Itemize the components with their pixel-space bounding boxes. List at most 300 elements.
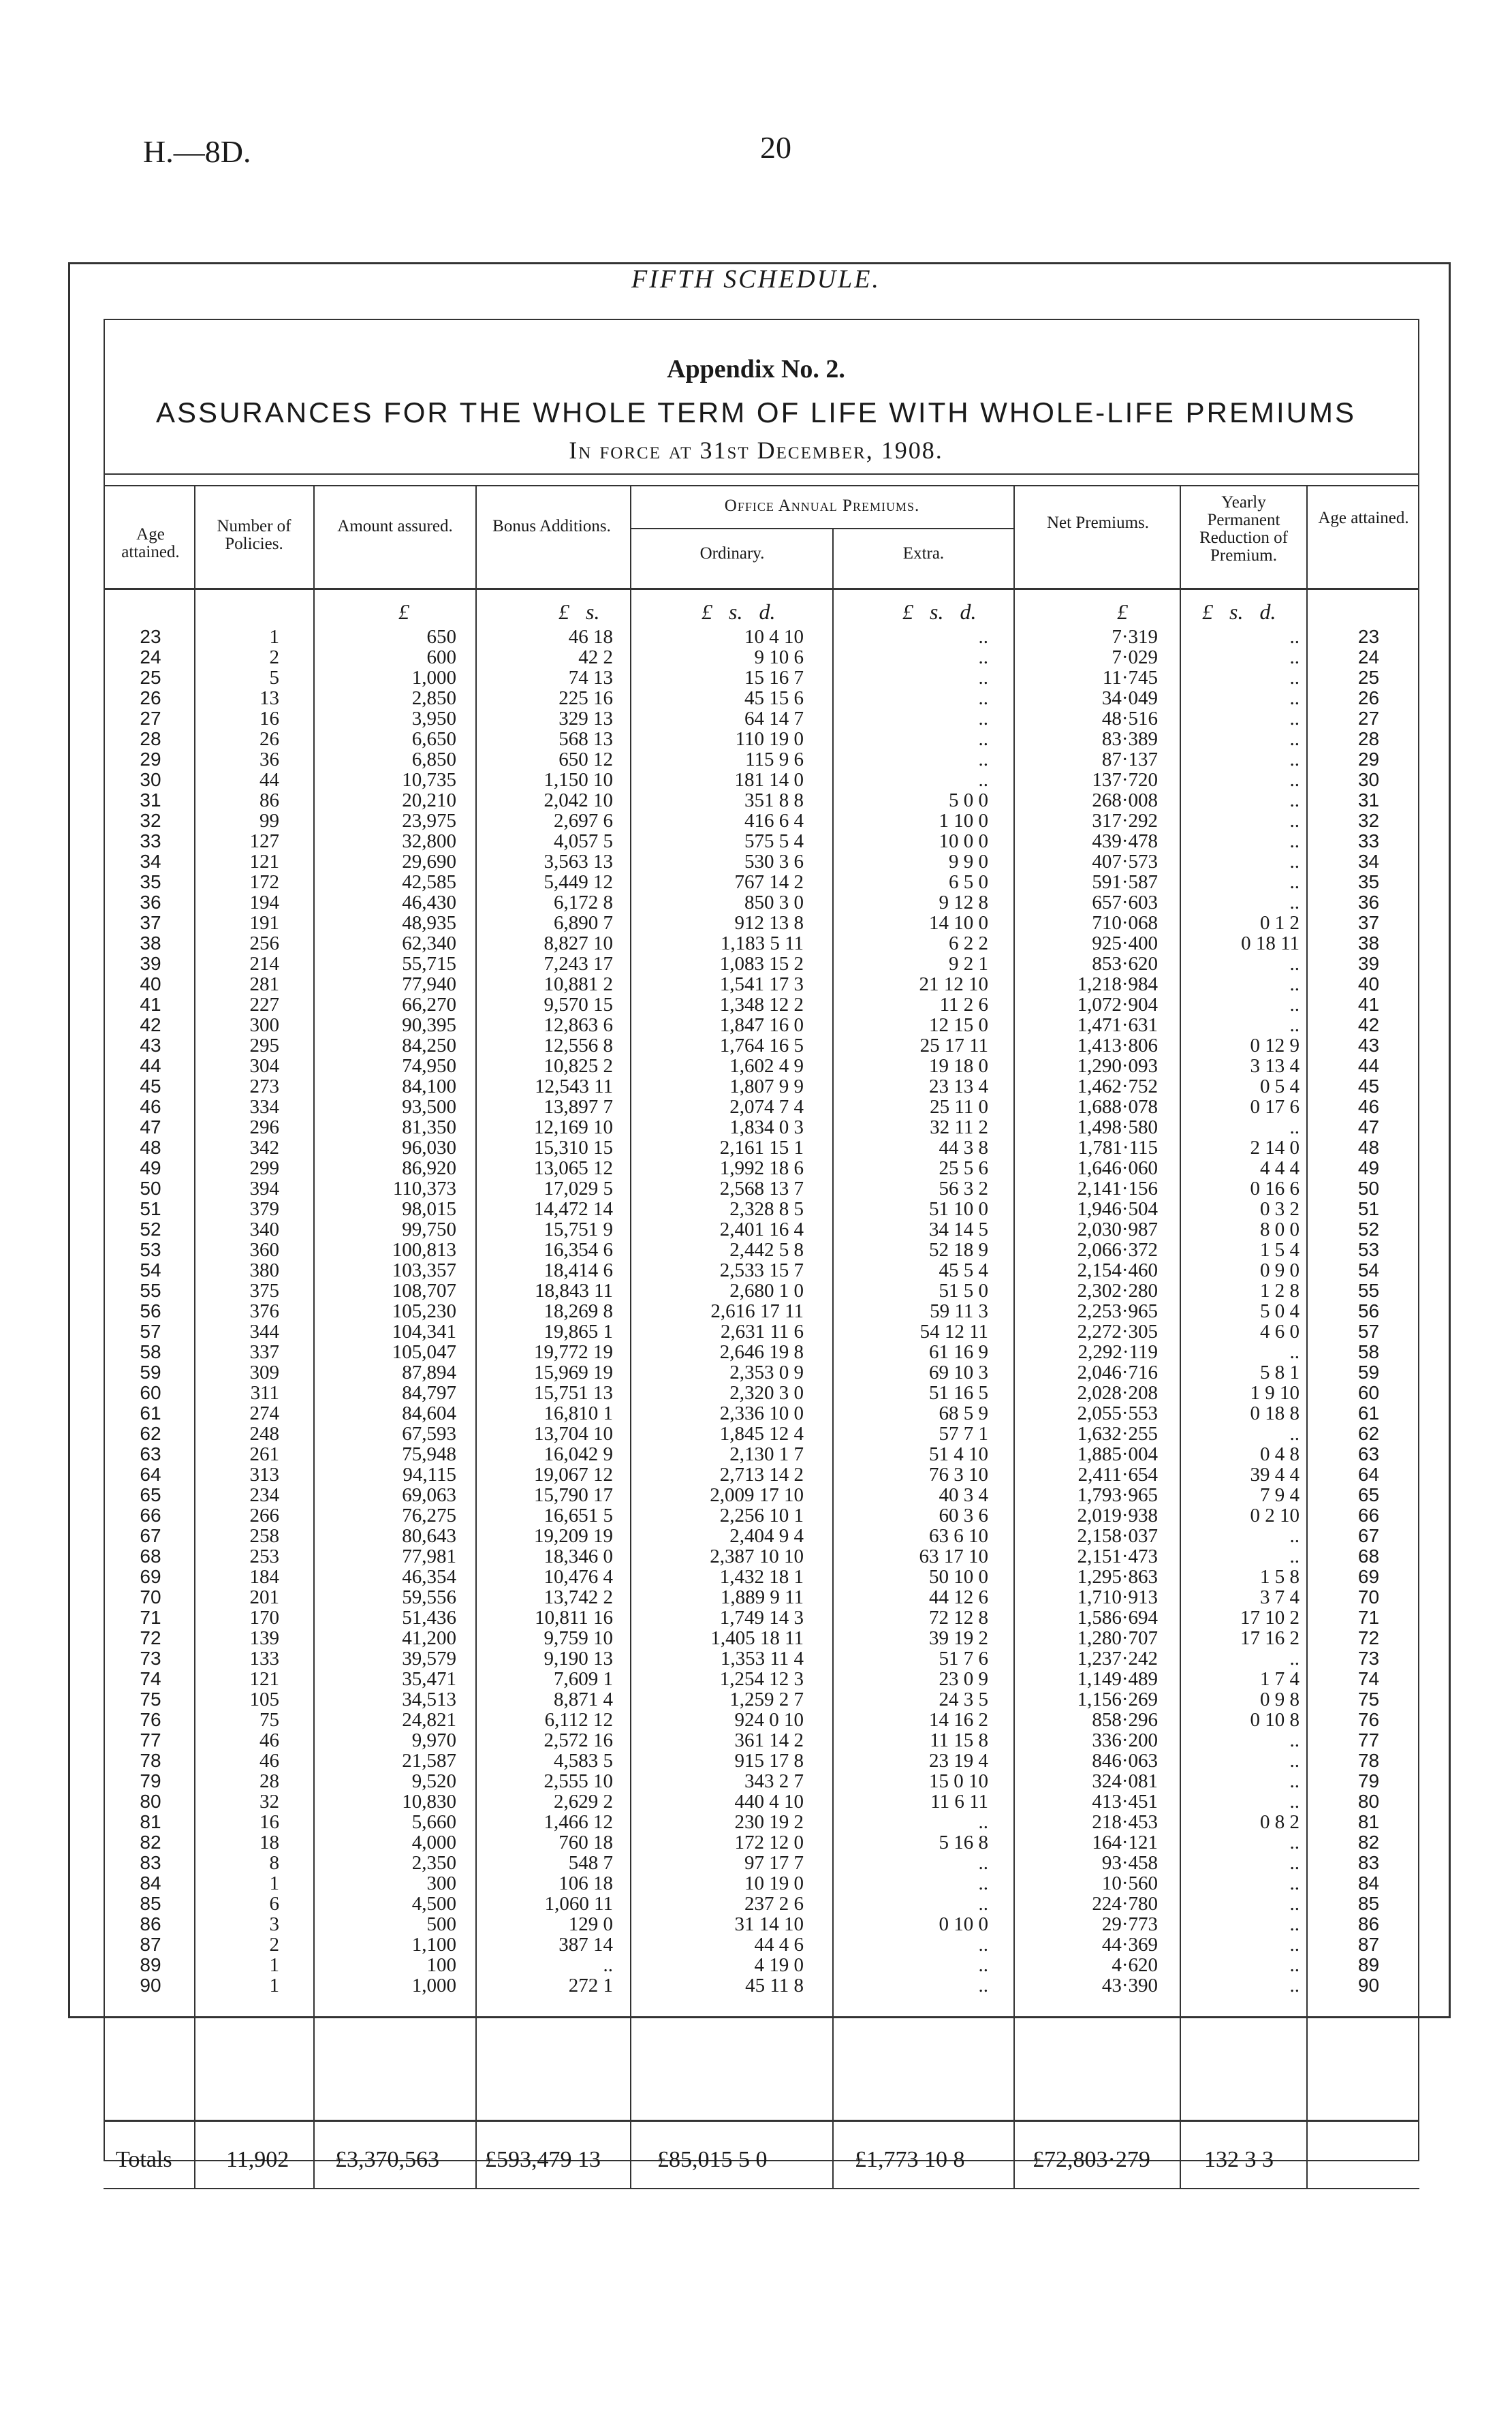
row-net: 1,781·115 xyxy=(1077,1137,1158,1159)
totals-bonus: £593,479 13 xyxy=(485,2147,601,2172)
row-amount: 110,373 xyxy=(392,1178,456,1200)
row-ordinary: 1,541 17 3 xyxy=(719,973,804,995)
row-ordinary: 575 5 4 xyxy=(744,830,804,852)
row-bonus: 18,346 0 xyxy=(544,1546,613,1567)
row-amount: 75,948 xyxy=(402,1443,456,1465)
row-yearly: .. xyxy=(1289,769,1300,791)
row-amount: 1,100 xyxy=(411,1934,456,1956)
row-policies: 340 xyxy=(249,1219,279,1240)
header-top-rule xyxy=(104,485,1419,486)
row-yearly: .. xyxy=(1289,1546,1300,1567)
table-row xyxy=(0,1342,1512,1362)
row-net: 93·458 xyxy=(1101,1852,1158,1874)
row-net: 925·400 xyxy=(1092,933,1158,954)
row-ordinary: 9 10 6 xyxy=(754,646,804,668)
row-yearly: .. xyxy=(1289,667,1300,689)
row-age-left: 44 xyxy=(140,1055,161,1076)
row-bonus: 16,042 9 xyxy=(544,1443,613,1465)
row-extra: 6 2 2 xyxy=(949,933,988,954)
row-age-right: 87 xyxy=(1357,1934,1380,1955)
row-bonus: 650 12 xyxy=(558,749,613,770)
row-net: 317·292 xyxy=(1092,810,1158,832)
row-policies: 2 xyxy=(269,1934,279,1956)
row-ordinary: 1,847 16 0 xyxy=(719,1014,804,1036)
table-row xyxy=(0,1628,1512,1648)
row-policies: 1 xyxy=(269,1954,279,1976)
row-policies: 379 xyxy=(249,1198,279,1220)
row-net: 2,411·654 xyxy=(1077,1464,1158,1486)
header-bottom-rule xyxy=(104,588,1419,590)
row-net: 1,632·255 xyxy=(1077,1423,1158,1445)
row-ordinary: 361 14 2 xyxy=(734,1729,804,1751)
row-age-right: 66 xyxy=(1357,1505,1380,1526)
row-yearly: .. xyxy=(1289,871,1300,893)
row-age-right: 59 xyxy=(1357,1362,1380,1383)
row-amount: 105,230 xyxy=(392,1300,456,1322)
row-amount: 650 xyxy=(426,626,456,648)
row-net: 44·369 xyxy=(1101,1934,1158,1956)
row-age-left: 90 xyxy=(140,1975,161,1996)
row-yearly: 0 18 11 xyxy=(1241,933,1300,954)
row-yearly: 0 2 10 xyxy=(1250,1505,1300,1526)
unit-extra: £ s. d. xyxy=(902,599,977,624)
row-age-right: 26 xyxy=(1357,687,1380,708)
row-age-right: 77 xyxy=(1357,1729,1380,1751)
row-net: 1,237·242 xyxy=(1077,1648,1158,1670)
row-age-left: 65 xyxy=(140,1484,161,1505)
row-age-right: 56 xyxy=(1357,1300,1380,1321)
row-age-left: 46 xyxy=(140,1096,161,1117)
row-age-left: 28 xyxy=(140,728,161,749)
row-policies: 18 xyxy=(259,1832,279,1853)
row-age-right: 36 xyxy=(1357,892,1380,913)
row-age-left: 50 xyxy=(140,1178,161,1199)
row-ordinary: 1,602 4 9 xyxy=(729,1055,804,1077)
row-age-right: 67 xyxy=(1357,1525,1380,1546)
row-net: 1,072·904 xyxy=(1077,994,1158,1016)
row-bonus: 225 16 xyxy=(558,687,613,709)
row-bonus: 272 1 xyxy=(568,1975,613,1996)
row-yearly: 8 0 0 xyxy=(1260,1219,1300,1240)
table-row xyxy=(0,1894,1512,1914)
table-row xyxy=(0,647,1512,668)
row-age-right: 72 xyxy=(1357,1627,1380,1648)
row-amount: 108,707 xyxy=(392,1280,456,1302)
row-extra: .. xyxy=(978,1872,988,1894)
row-age-right: 34 xyxy=(1357,851,1380,872)
row-extra: .. xyxy=(978,667,988,689)
row-extra: 60 3 6 xyxy=(939,1505,988,1526)
table-row xyxy=(0,1015,1512,1035)
table-row xyxy=(0,1076,1512,1097)
row-amount: 51,436 xyxy=(402,1607,456,1629)
table-row xyxy=(0,1281,1512,1301)
row-extra: 45 5 4 xyxy=(939,1259,988,1281)
row-amount: 105,047 xyxy=(392,1341,456,1363)
row-age-right: 60 xyxy=(1357,1382,1380,1403)
row-policies: 299 xyxy=(249,1157,279,1179)
row-policies: 274 xyxy=(249,1402,279,1424)
row-net: 1,413·806 xyxy=(1077,1035,1158,1056)
row-amount: 10,735 xyxy=(402,769,456,791)
row-policies: 273 xyxy=(249,1076,279,1097)
row-net: 2,066·372 xyxy=(1077,1239,1158,1261)
row-amount: 5,660 xyxy=(411,1811,456,1833)
row-amount: 500 xyxy=(426,1913,456,1935)
row-bonus: 42 2 xyxy=(578,646,613,668)
row-net: 34·049 xyxy=(1101,687,1158,709)
row-policies: 360 xyxy=(249,1239,279,1261)
col-office-premiums: Office Annual Premiums. xyxy=(724,497,920,515)
row-age-right: 53 xyxy=(1357,1239,1380,1260)
row-extra: 6 5 0 xyxy=(949,871,988,893)
row-age-left: 73 xyxy=(140,1648,161,1669)
row-net: 1,218·984 xyxy=(1077,973,1158,995)
row-age-left: 29 xyxy=(140,749,161,770)
row-yearly: .. xyxy=(1289,1014,1300,1036)
row-net: 846·063 xyxy=(1092,1750,1158,1772)
table-row xyxy=(0,729,1512,749)
row-extra: 40 3 4 xyxy=(939,1484,988,1506)
row-bonus: 10,811 16 xyxy=(535,1607,613,1629)
row-bonus: 9,759 10 xyxy=(544,1627,613,1649)
row-yearly: .. xyxy=(1289,810,1300,832)
row-age-right: 46 xyxy=(1357,1096,1380,1117)
row-age-left: 85 xyxy=(140,1893,161,1914)
row-amount: 600 xyxy=(426,646,456,668)
row-age-left: 40 xyxy=(140,973,161,994)
row-yearly: .. xyxy=(1289,1832,1300,1853)
row-bonus: 129 0 xyxy=(568,1913,613,1935)
row-ordinary: 2,533 15 7 xyxy=(719,1259,804,1281)
row-age-right: 48 xyxy=(1357,1137,1380,1158)
row-age-right: 55 xyxy=(1357,1280,1380,1301)
title-rule xyxy=(104,473,1419,475)
row-age-right: 62 xyxy=(1357,1423,1380,1444)
row-age-left: 26 xyxy=(140,687,161,708)
row-ordinary: 912 13 8 xyxy=(734,912,804,934)
row-net: 1,156·269 xyxy=(1077,1689,1158,1710)
row-ordinary: 10 4 10 xyxy=(744,626,804,648)
row-ordinary: 181 14 0 xyxy=(734,769,804,791)
table-subtitle: In force at 31st December, 1908. xyxy=(569,437,943,464)
row-age-left: 71 xyxy=(140,1607,161,1628)
row-amount: 2,850 xyxy=(411,687,456,709)
row-yearly: .. xyxy=(1289,1116,1300,1138)
row-ordinary: 2,568 13 7 xyxy=(719,1178,804,1200)
table-row xyxy=(0,1873,1512,1894)
row-policies: 296 xyxy=(249,1116,279,1138)
table-row xyxy=(0,913,1512,933)
row-age-right: 63 xyxy=(1357,1443,1380,1464)
row-bonus: 4,583 5 xyxy=(554,1750,613,1772)
row-age-right: 54 xyxy=(1357,1259,1380,1281)
row-age-right: 90 xyxy=(1357,1975,1380,1996)
table-row xyxy=(0,1751,1512,1771)
row-yearly: 0 10 8 xyxy=(1250,1709,1300,1731)
row-yearly: 17 16 2 xyxy=(1240,1627,1300,1649)
row-net: 224·780 xyxy=(1092,1893,1158,1915)
row-net: 7·029 xyxy=(1112,646,1158,668)
row-age-left: 77 xyxy=(140,1729,161,1751)
row-age-left: 55 xyxy=(140,1280,161,1301)
row-age-right: 31 xyxy=(1357,789,1380,811)
row-ordinary: 2,404 9 4 xyxy=(729,1525,804,1547)
row-policies: 13 xyxy=(259,687,279,709)
row-amount: 98,015 xyxy=(402,1198,456,1220)
row-yearly: .. xyxy=(1289,1423,1300,1445)
row-extra: 23 19 4 xyxy=(929,1750,988,1772)
table-row xyxy=(0,749,1512,770)
row-extra: .. xyxy=(978,687,988,709)
row-amount: 300 xyxy=(426,1872,456,1894)
row-amount: 46,430 xyxy=(402,892,456,913)
table-row xyxy=(0,1832,1512,1853)
row-net: 1,462·752 xyxy=(1077,1076,1158,1097)
row-policies: 8 xyxy=(269,1852,279,1874)
row-net: 268·008 xyxy=(1092,789,1158,811)
row-extra: 51 5 0 xyxy=(939,1280,988,1302)
row-bonus: 2,572 16 xyxy=(544,1729,613,1751)
row-extra: 63 6 10 xyxy=(929,1525,988,1547)
page-number: 20 xyxy=(760,130,791,165)
row-age-right: 50 xyxy=(1357,1178,1380,1199)
row-extra: 25 11 0 xyxy=(930,1096,988,1118)
row-extra: .. xyxy=(978,1893,988,1915)
row-bonus: 8,871 4 xyxy=(554,1689,613,1710)
row-policies: 227 xyxy=(249,994,279,1016)
row-age-left: 86 xyxy=(140,1913,161,1934)
row-ordinary: 924 0 10 xyxy=(734,1709,804,1731)
row-amount: 77,981 xyxy=(402,1546,456,1567)
row-age-left: 27 xyxy=(140,708,161,729)
row-age-right: 84 xyxy=(1357,1872,1380,1894)
row-extra: 25 17 11 xyxy=(919,1035,988,1056)
row-net: 2,019·938 xyxy=(1077,1505,1158,1526)
table-row xyxy=(0,1383,1512,1403)
row-bonus: 15,751 9 xyxy=(544,1219,613,1240)
row-age-left: 80 xyxy=(140,1791,161,1812)
row-amount: 84,797 xyxy=(402,1382,456,1404)
table-row xyxy=(0,1853,1512,1873)
row-age-right: 41 xyxy=(1357,994,1380,1015)
row-extra: 5 16 8 xyxy=(939,1832,988,1853)
row-extra: 50 10 0 xyxy=(929,1566,988,1588)
row-age-right: 86 xyxy=(1357,1913,1380,1934)
row-net: 853·620 xyxy=(1092,953,1158,975)
row-extra: .. xyxy=(978,769,988,791)
row-age-right: 89 xyxy=(1357,1954,1380,1975)
row-bonus: 7,609 1 xyxy=(554,1668,613,1690)
row-age-left: 24 xyxy=(140,646,161,668)
row-yearly: 0 18 8 xyxy=(1250,1402,1300,1424)
row-bonus: 18,843 11 xyxy=(535,1280,613,1302)
row-amount: 46,354 xyxy=(402,1566,456,1588)
row-net: 1,710·913 xyxy=(1077,1586,1158,1608)
table-row xyxy=(0,1199,1512,1219)
row-age-right: 57 xyxy=(1357,1321,1380,1342)
row-ordinary: 44 4 6 xyxy=(754,1934,804,1956)
row-age-right: 33 xyxy=(1357,830,1380,851)
row-yearly: .. xyxy=(1289,994,1300,1016)
row-extra: 44 3 8 xyxy=(939,1137,988,1159)
row-net: 137·720 xyxy=(1092,769,1158,791)
row-age-right: 71 xyxy=(1357,1607,1380,1628)
row-extra: 68 5 9 xyxy=(939,1402,988,1424)
row-extra: .. xyxy=(978,728,988,750)
row-ordinary: 2,320 3 0 xyxy=(729,1382,804,1404)
row-age-right: 61 xyxy=(1357,1402,1380,1424)
unit-ordinary: £ s. d. xyxy=(702,599,776,624)
row-net: 11·745 xyxy=(1102,667,1158,689)
row-extra: 11 15 8 xyxy=(930,1729,988,1751)
unit-net: £ xyxy=(1117,599,1128,624)
row-extra: 54 12 11 xyxy=(919,1321,988,1343)
row-ordinary: 110 19 0 xyxy=(735,728,804,750)
row-age-left: 53 xyxy=(140,1239,161,1260)
row-policies: 344 xyxy=(249,1321,279,1343)
totals-amount: £3,370,563 xyxy=(335,2147,439,2172)
row-net: 2,253·965 xyxy=(1077,1300,1158,1322)
row-extra: .. xyxy=(978,708,988,730)
row-age-right: 64 xyxy=(1357,1464,1380,1485)
row-extra: 12 15 0 xyxy=(929,1014,988,1036)
row-yearly: .. xyxy=(1289,728,1300,750)
row-net: 1,290·093 xyxy=(1077,1055,1158,1077)
row-amount: 34,513 xyxy=(402,1689,456,1710)
row-age-left: 39 xyxy=(140,953,161,974)
row-age-right: 42 xyxy=(1357,1014,1380,1035)
table-row xyxy=(0,1689,1512,1710)
row-bonus: 548 7 xyxy=(568,1852,613,1874)
table-row xyxy=(0,994,1512,1015)
table-row xyxy=(0,1567,1512,1587)
row-amount: 48,935 xyxy=(402,912,456,934)
row-net: 29·773 xyxy=(1101,1913,1158,1935)
row-ordinary: 1,348 12 2 xyxy=(719,994,804,1016)
row-age-left: 43 xyxy=(140,1035,161,1056)
row-yearly: .. xyxy=(1289,830,1300,852)
row-amount: 93,500 xyxy=(402,1096,456,1118)
appendix-title: Appendix No. 2. xyxy=(667,355,845,383)
row-ordinary: 2,009 17 10 xyxy=(710,1484,804,1506)
row-age-left: 35 xyxy=(140,871,161,892)
totals-policies: 11,902 xyxy=(226,2147,289,2172)
row-age-left: 42 xyxy=(140,1014,161,1035)
row-ordinary: 45 15 6 xyxy=(744,687,804,709)
table-row xyxy=(0,1403,1512,1424)
row-yearly: .. xyxy=(1289,973,1300,995)
row-net: 1,885·004 xyxy=(1077,1443,1158,1465)
row-yearly: .. xyxy=(1289,1729,1300,1751)
row-bonus: 12,863 6 xyxy=(544,1014,613,1036)
row-extra: 10 0 0 xyxy=(939,830,988,852)
table-row xyxy=(0,708,1512,729)
row-amount: 94,115 xyxy=(403,1464,456,1486)
row-bonus: 3,563 13 xyxy=(544,851,613,873)
row-net: 2,272·305 xyxy=(1077,1321,1158,1343)
row-age-right: 43 xyxy=(1357,1035,1380,1056)
row-ordinary: 4 19 0 xyxy=(754,1954,804,1976)
row-policies: 191 xyxy=(249,912,279,934)
row-policies: 375 xyxy=(249,1280,279,1302)
row-extra: 5 0 0 xyxy=(949,789,988,811)
row-policies: 26 xyxy=(259,728,279,750)
col-net: Net Premiums. xyxy=(1047,514,1149,532)
row-policies: 309 xyxy=(249,1362,279,1383)
row-ordinary: 2,336 10 0 xyxy=(719,1402,804,1424)
row-age-left: 74 xyxy=(140,1668,161,1689)
col-amount: Amount assured. xyxy=(337,517,453,535)
table-row xyxy=(0,1955,1512,1975)
row-amount: 10,830 xyxy=(402,1791,456,1813)
row-age-left: 72 xyxy=(140,1627,161,1648)
row-amount: 66,270 xyxy=(402,994,456,1016)
table-row xyxy=(0,1587,1512,1608)
table-row xyxy=(0,1464,1512,1485)
row-extra: 63 17 10 xyxy=(919,1546,988,1567)
row-net: 43·390 xyxy=(1101,1975,1158,1996)
row-bonus: 4,057 5 xyxy=(554,830,613,852)
row-policies: 46 xyxy=(259,1729,279,1751)
row-bonus: 14,472 14 xyxy=(534,1198,613,1220)
table-row xyxy=(0,668,1512,688)
row-net: 336·200 xyxy=(1092,1729,1158,1751)
row-age-left: 52 xyxy=(140,1219,161,1240)
row-net: 710·068 xyxy=(1092,912,1158,934)
row-extra: .. xyxy=(978,1852,988,1874)
row-bonus: 15,790 17 xyxy=(534,1484,613,1506)
row-ordinary: 45 11 8 xyxy=(745,1975,804,1996)
row-age-right: 58 xyxy=(1357,1341,1380,1362)
row-age-right: 79 xyxy=(1357,1770,1380,1791)
row-amount: 42,585 xyxy=(402,871,456,893)
row-ordinary: 1,259 2 7 xyxy=(729,1689,804,1710)
row-age-right: 78 xyxy=(1357,1750,1380,1771)
row-age-left: 51 xyxy=(140,1198,161,1219)
row-age-left: 83 xyxy=(140,1852,161,1873)
row-age-left: 67 xyxy=(140,1525,161,1546)
table-row xyxy=(0,1485,1512,1505)
row-extra: 69 10 3 xyxy=(929,1362,988,1383)
row-ordinary: 31 14 10 xyxy=(734,1913,804,1935)
row-ordinary: 172 12 0 xyxy=(734,1832,804,1853)
row-yearly: .. xyxy=(1289,851,1300,873)
row-yearly: .. xyxy=(1289,1791,1300,1813)
row-policies: 6 xyxy=(269,1893,279,1915)
row-policies: 36 xyxy=(259,749,279,770)
row-net: 1,498·580 xyxy=(1077,1116,1158,1138)
row-extra: .. xyxy=(978,1811,988,1833)
row-age-left: 89 xyxy=(140,1954,161,1975)
table-row xyxy=(0,1260,1512,1281)
col-extra: Extra. xyxy=(902,544,945,563)
col-age-left: Age attained. xyxy=(121,525,180,561)
row-age-right: 45 xyxy=(1357,1076,1380,1097)
row-ordinary: 2,387 10 10 xyxy=(710,1546,804,1567)
row-age-left: 69 xyxy=(140,1566,161,1587)
row-ordinary: 1,432 18 1 xyxy=(719,1566,804,1588)
row-extra: .. xyxy=(978,749,988,770)
totals-yearly: 132 3 3 xyxy=(1204,2147,1274,2172)
row-ordinary: 850 3 0 xyxy=(744,892,804,913)
row-yearly: 1 7 4 xyxy=(1260,1668,1300,1690)
row-extra: 51 10 0 xyxy=(929,1198,988,1220)
row-bonus: 6,112 12 xyxy=(544,1709,613,1731)
table-row xyxy=(0,1771,1512,1791)
row-ordinary: 2,646 19 8 xyxy=(719,1341,804,1363)
row-policies: 248 xyxy=(249,1423,279,1445)
